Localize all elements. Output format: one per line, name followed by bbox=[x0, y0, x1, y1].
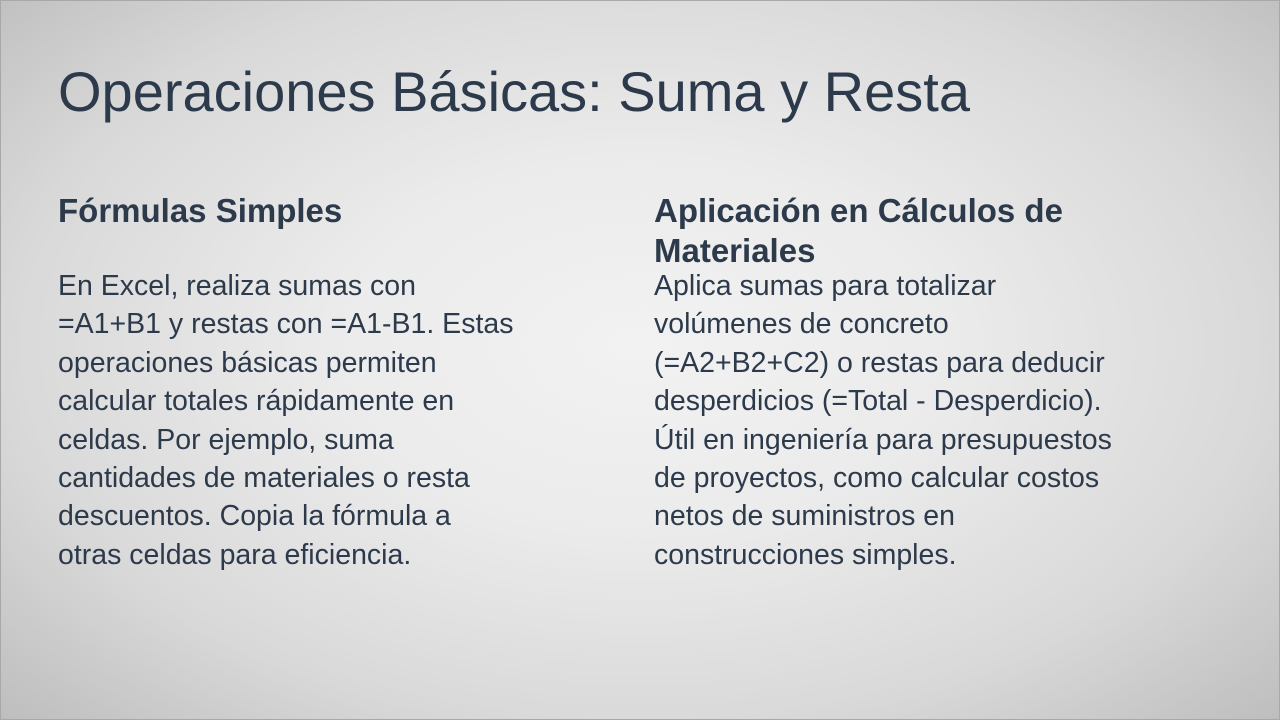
slide-title: Operaciones Básicas: Suma y Resta bbox=[58, 60, 970, 123]
body-line: de proyectos, como calcular costos bbox=[654, 462, 1100, 495]
body-line: descuentos. Copia la fórmula a bbox=[58, 500, 451, 533]
right-column bbox=[654, 191, 1194, 571]
body-line: Aplica sumas para totalizar bbox=[654, 270, 997, 302]
body-line: construcciones simples. bbox=[654, 538, 957, 571]
body-line: =A1+B1 y restas con =A1-B1. Estas bbox=[58, 308, 514, 341]
right-column-body bbox=[654, 267, 1194, 574]
heading-line: Materiales bbox=[654, 232, 816, 269]
body-line: En Excel, realiza sumas con bbox=[58, 270, 416, 302]
heading-line: Aplicación en Cálculos de bbox=[654, 192, 1063, 229]
left-column-body bbox=[58, 267, 578, 574]
body-line: (=A2+B2+C2) o restas para deducir bbox=[654, 346, 1105, 379]
body-line: netos de suministros en bbox=[654, 500, 955, 533]
body-line: otras celdas para eficiencia. bbox=[58, 538, 412, 571]
left-column bbox=[58, 191, 588, 571]
left-column-heading: Fórmulas Simples bbox=[58, 192, 343, 229]
body-line: calcular totales rápidamente en bbox=[58, 385, 455, 418]
body-line: desperdicios (=Total - Desperdicio). bbox=[654, 385, 1102, 418]
body-line: Útil en ingeniería para presupuestos bbox=[654, 423, 1112, 456]
right-column-heading bbox=[654, 191, 1194, 269]
body-line: volúmenes de concreto bbox=[654, 308, 949, 341]
body-line: operaciones básicas permiten bbox=[58, 346, 437, 379]
body-line: celdas. Por ejemplo, suma bbox=[58, 423, 394, 456]
body-line: cantidades de materiales o resta bbox=[58, 462, 470, 495]
